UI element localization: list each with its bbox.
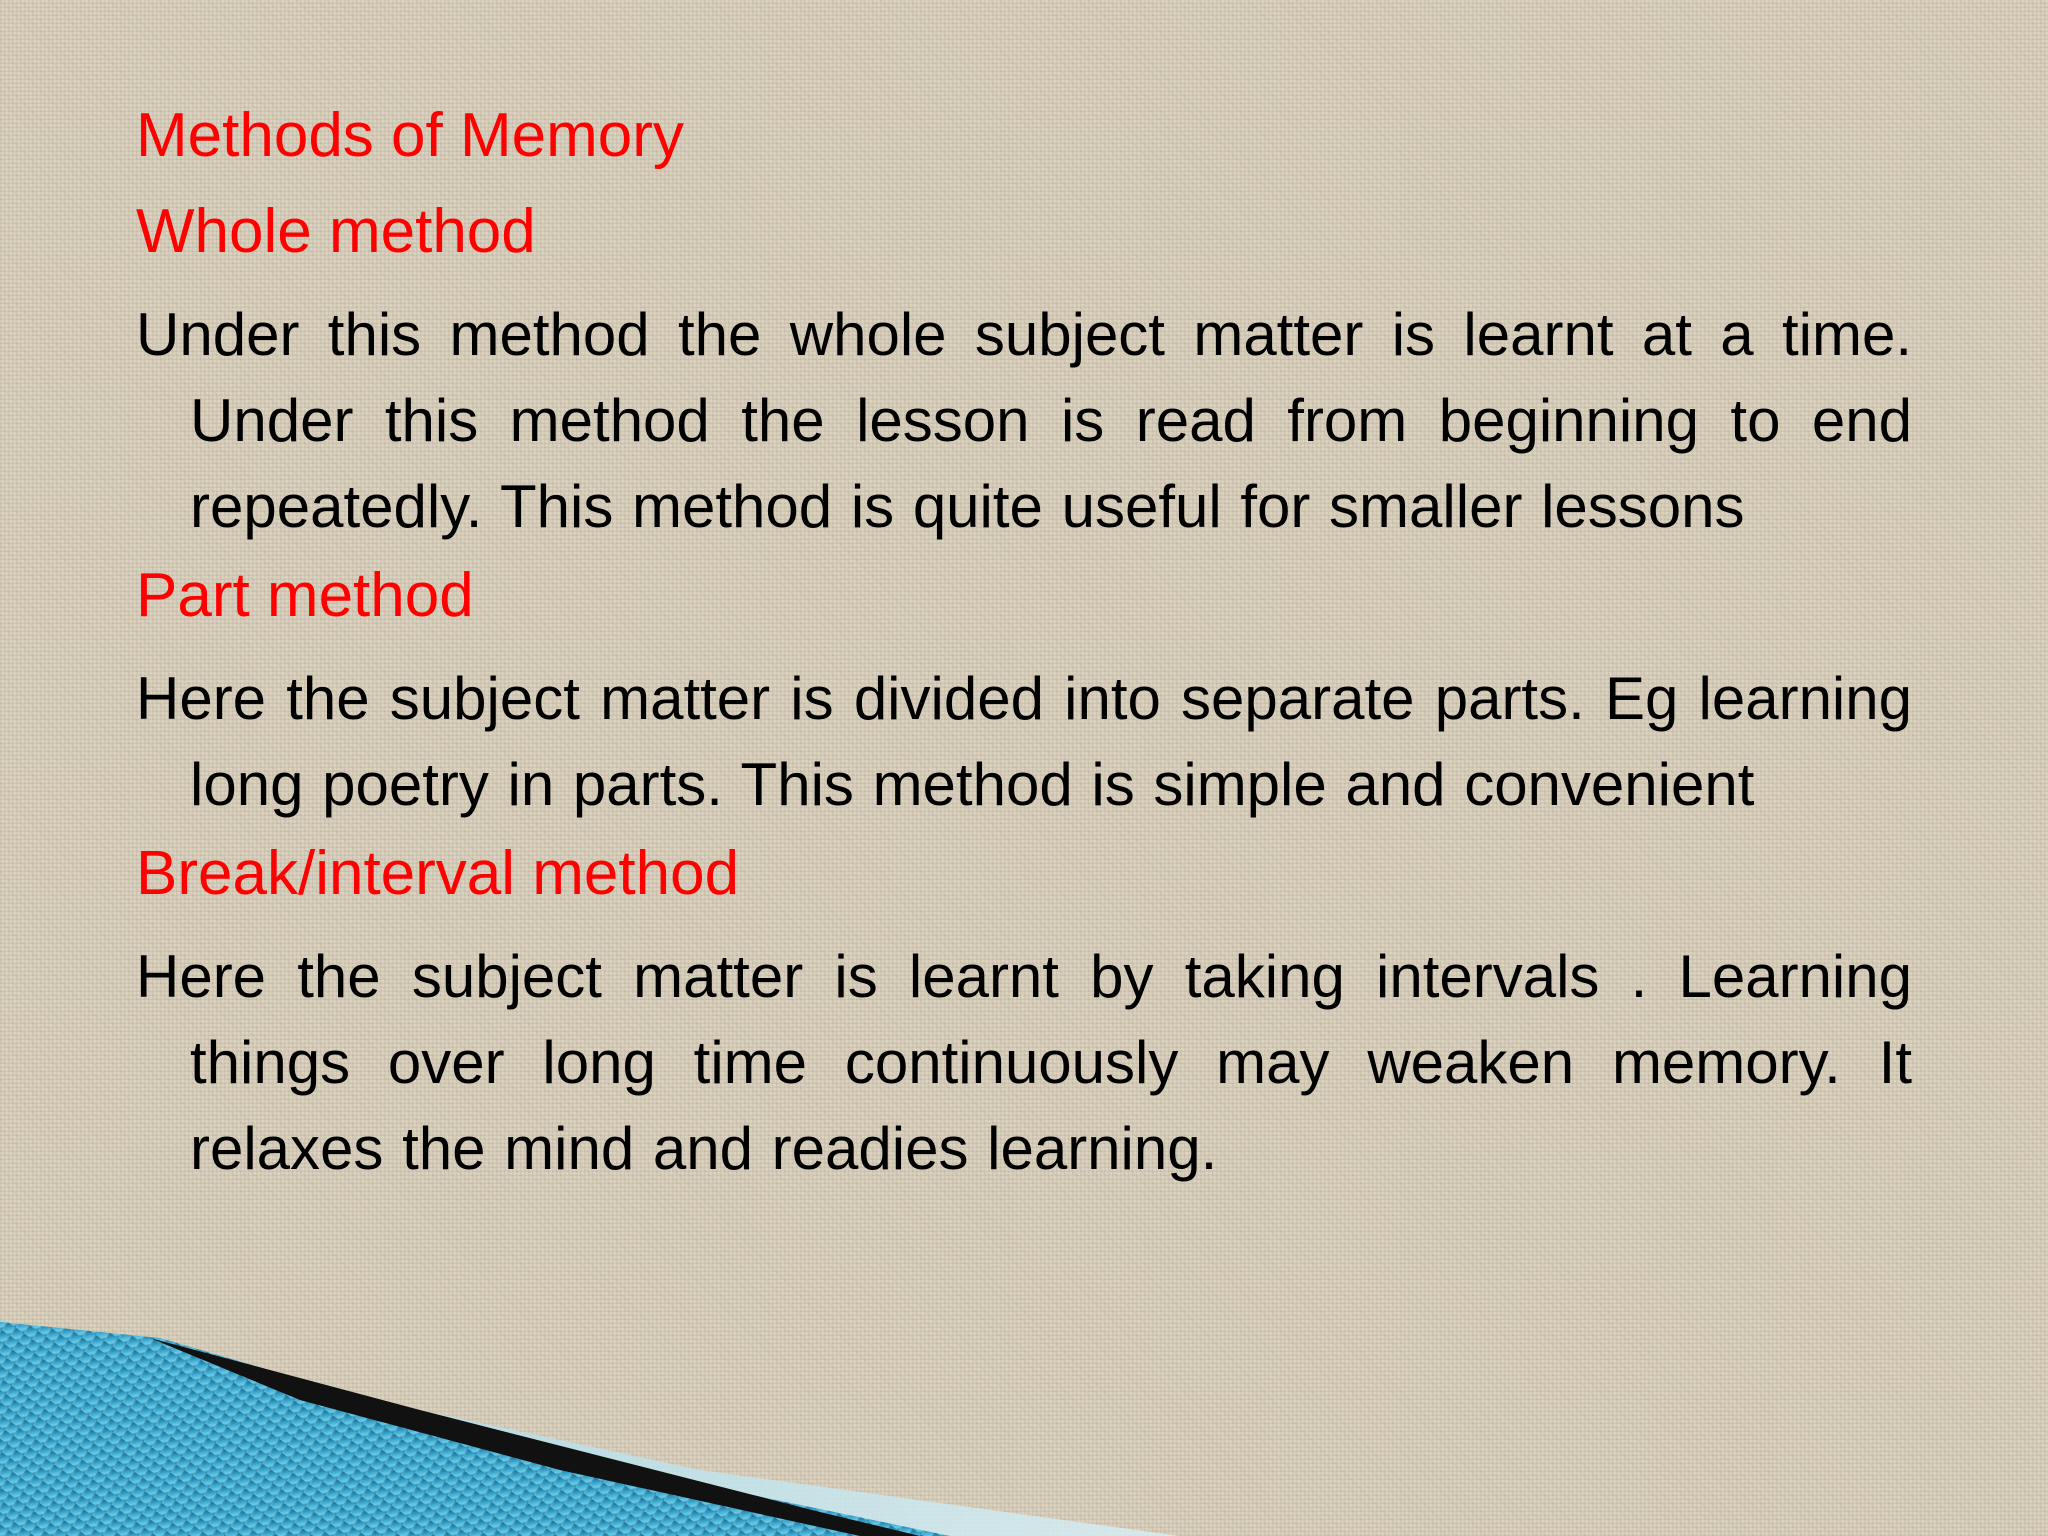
- black-swoosh-stroke: [150, 1338, 920, 1536]
- section-heading-part-method: Part method: [136, 561, 474, 630]
- section-text-whole-method: Under this method the whole subject matter is learnt at a time. Under this method the lesson is read from beginning to end repeatedly. This method is quite useful for smaller lessons: [136, 301, 1912, 540]
- light-blue-band: [0, 1320, 1180, 1536]
- section-text-part-method: Here the subject matter is divided into separate parts. Eg learning long poetry in parts. This method is simple and convenient: [136, 665, 1912, 818]
- section-heading-whole-method: Whole method: [136, 197, 536, 266]
- blue-swoosh-shape: [0, 1322, 950, 1536]
- section-heading-break-interval-method: Break/interval method: [136, 839, 740, 908]
- section-text-break-interval-method: Here the subject matter is learnt by taking intervals . Learning things over long time continuously may weaken memory. It relaxes the mind and readies learning.: [136, 943, 1912, 1182]
- slide-title: Methods of Memory: [136, 101, 684, 170]
- bottom-left-decorative-swoosh: [0, 1280, 2048, 1536]
- slide-content: [136, 100, 1912, 1202]
